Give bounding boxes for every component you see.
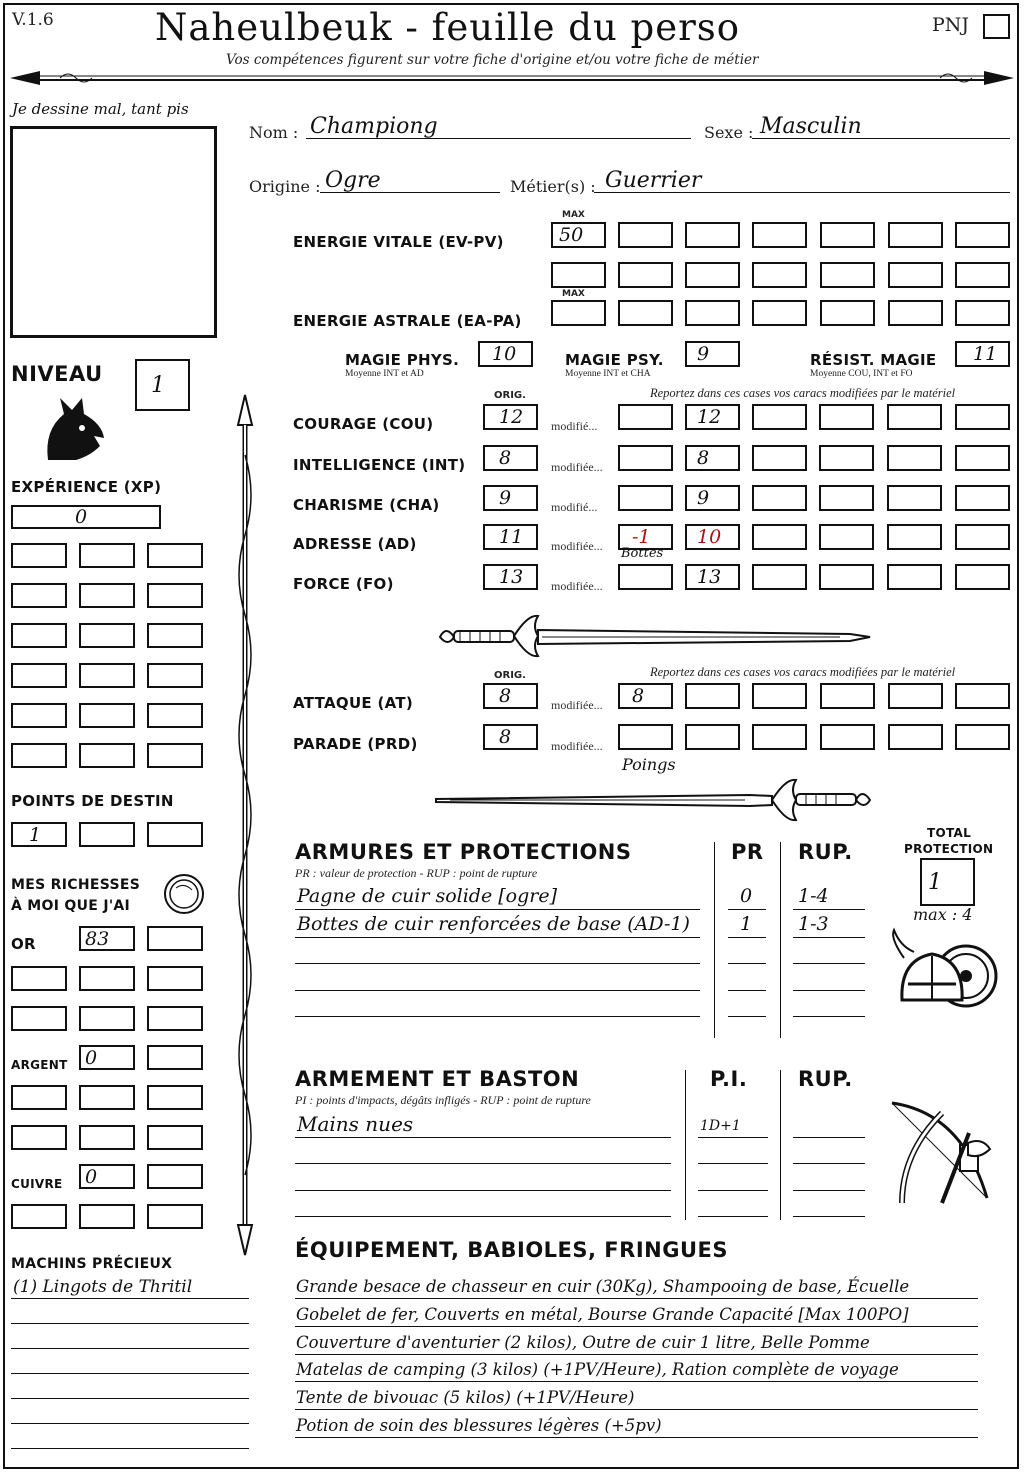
precious-line	[11, 1448, 249, 1449]
max-protection-note: max : 4	[913, 905, 973, 924]
magie-psy-note: Moyenne INT et CHA	[565, 369, 651, 379]
attribute-orig-value: 11	[499, 526, 524, 548]
modified-label: modifié...	[551, 419, 598, 433]
precious-item[interactable]: (1) Lingots de Thritil	[13, 1277, 193, 1297]
richesses-label-1: MES RICHESSES	[11, 877, 141, 893]
magie-phys-note: Moyenne INT et AD	[345, 369, 424, 379]
coin-icon	[162, 872, 206, 916]
destin-box-3[interactable]	[147, 822, 203, 847]
modified-label: modifiée...	[551, 698, 603, 712]
armor-line	[295, 1016, 700, 1017]
spear-divider-icon	[0, 0, 1024, 100]
wealth-box[interactable]	[147, 1125, 203, 1150]
magie-phys-box[interactable]: 10	[478, 341, 533, 367]
equipment-item[interactable]: Grande besace de chasseur en cuir (30Kg), Shampooing de base, Écuelle	[296, 1277, 910, 1296]
wealth-box[interactable]	[79, 1006, 135, 1031]
ev-box[interactable]	[618, 222, 673, 248]
weapon-note: Poings	[622, 755, 676, 774]
precious-line	[11, 1323, 249, 1324]
combat-current-box[interactable]	[685, 683, 740, 709]
attribute-orig-box[interactable]	[483, 485, 538, 511]
armor-line	[728, 990, 766, 991]
combat-current-box[interactable]	[888, 724, 943, 750]
niveau-label: NIVEAU	[11, 362, 103, 386]
equipment-item[interactable]: Gobelet de fer, Couverts en métal, Bourse Grande Capacité [Max 100PO]	[296, 1305, 909, 1324]
weapon-line	[295, 1216, 671, 1217]
weapons-title: ARMEMENT ET BASTON	[295, 1067, 580, 1091]
spear-icon	[225, 395, 265, 1255]
combat-current-box[interactable]	[752, 683, 807, 709]
weapons-pi-header: P.I.	[710, 1067, 748, 1091]
weapon-line	[793, 1137, 865, 1138]
equipment-line	[295, 1298, 978, 1299]
armor-rup[interactable]: 1-4	[798, 885, 829, 907]
origine-field[interactable]: Ogre	[325, 168, 381, 193]
destin-label: POINTS DE DESTIN	[11, 792, 174, 810]
helmet-shield-icon	[888, 928, 1003, 1028]
nom-label: Nom :	[249, 123, 299, 142]
precious-line	[11, 1298, 249, 1299]
attribute-current-box[interactable]	[752, 564, 807, 590]
weapon-line	[793, 1190, 865, 1191]
xp-box[interactable]	[11, 583, 67, 608]
wealth-value: 83	[85, 928, 110, 950]
attribute-modifier-box[interactable]	[618, 564, 673, 590]
attr-note: Reportez dans ces cases vos caracs modifiées par le matériel	[650, 386, 956, 400]
weapon-line	[793, 1216, 865, 1217]
xp-box[interactable]	[79, 743, 135, 768]
attribute-orig-box[interactable]	[483, 524, 538, 550]
armor-title: ARMURES ET PROTECTIONS	[295, 840, 632, 864]
xp-box[interactable]	[79, 663, 135, 688]
combat-orig-value: 8	[499, 685, 512, 707]
sexe-label: Sexe :	[704, 123, 754, 142]
armor-line	[295, 909, 700, 910]
ea-box[interactable]	[888, 300, 943, 326]
equipment-item[interactable]: Tente de bivouac (5 kilos) (+1PV/Heure)	[296, 1388, 635, 1407]
ea-box[interactable]	[618, 300, 673, 326]
ea-box[interactable]	[820, 300, 875, 326]
wealth-box[interactable]	[147, 1164, 203, 1189]
xp-box[interactable]	[79, 703, 135, 728]
xp-box[interactable]	[147, 623, 203, 648]
xp-box[interactable]	[147, 663, 203, 688]
attribute-current-value: 10	[697, 526, 722, 548]
wealth-box[interactable]	[79, 926, 135, 951]
portrait-caption: Je dessine mal, tant pis	[12, 100, 189, 118]
sword-icon	[430, 610, 880, 660]
modified-label: modifié...	[551, 500, 598, 514]
ev-max-box[interactable]: 50	[551, 222, 606, 248]
armor-line	[793, 909, 865, 910]
equipment-line	[295, 1437, 978, 1438]
magie-psy-label: MAGIE PSY.	[565, 351, 664, 369]
combat-current-box[interactable]	[820, 724, 875, 750]
attribute-orig-value: 8	[499, 447, 512, 469]
weapon-line	[295, 1163, 671, 1164]
weapon-line	[295, 1137, 671, 1138]
attribute-current-box[interactable]	[685, 445, 740, 471]
combat-label: PARADE (PRD)	[293, 735, 418, 753]
armor-line	[295, 937, 700, 938]
ev-box[interactable]	[820, 222, 875, 248]
attribute-label: INTELLIGENCE (INT)	[293, 456, 466, 474]
sword-icon	[430, 775, 880, 825]
ev-box[interactable]	[820, 262, 875, 288]
wealth-box[interactable]	[11, 1006, 67, 1031]
ev-max-label: MAX	[562, 210, 585, 220]
attribute-current-box[interactable]	[955, 564, 1010, 590]
attribute-current-box[interactable]	[955, 524, 1010, 550]
attribute-current-box[interactable]	[685, 485, 740, 511]
attribute-current-box[interactable]	[752, 524, 807, 550]
ev-box[interactable]	[752, 222, 807, 248]
ea-max-label: MAX	[562, 289, 585, 299]
combat-note: Reportez dans ces cases vos caracs modifiées par le matériel	[650, 665, 956, 679]
ev-box[interactable]	[888, 222, 943, 248]
combat-orig-box[interactable]	[483, 683, 538, 709]
attribute-current-value: 8	[697, 447, 710, 469]
wealth-box[interactable]	[147, 1085, 203, 1110]
ev-box[interactable]	[551, 262, 606, 288]
combat-orig-box[interactable]	[483, 724, 538, 750]
ev-box[interactable]	[888, 262, 943, 288]
armor-pr[interactable]: 1	[740, 913, 753, 935]
modified-label: modifiée...	[551, 539, 603, 553]
wealth-box[interactable]	[79, 1125, 135, 1150]
xp-box[interactable]	[11, 623, 67, 648]
armor-line	[793, 963, 865, 964]
resist-magie-label: RÉSIST. MAGIE	[810, 351, 937, 369]
modified-label: modifiée...	[551, 460, 603, 474]
attribute-current-box[interactable]	[887, 445, 942, 471]
equipment-title: ÉQUIPEMENT, BABIOLES, FRINGUES	[295, 1238, 728, 1262]
weapons-subtitle: PI : points d'impacts, dégâts infligés - RUP : point de rupture	[295, 1093, 591, 1107]
attribute-modifier-box[interactable]	[618, 404, 673, 430]
attribute-current-box[interactable]	[752, 485, 807, 511]
ea-box[interactable]	[955, 300, 1010, 326]
wealth-value: 0	[85, 1047, 98, 1069]
ev-box[interactable]	[685, 262, 740, 288]
wealth-box[interactable]	[11, 966, 67, 991]
combat-current-box[interactable]	[618, 724, 673, 750]
wealth-box[interactable]	[11, 1204, 67, 1229]
ev-box[interactable]	[955, 262, 1010, 288]
niveau-box[interactable]: 1	[135, 359, 190, 411]
attribute-label: COURAGE (COU)	[293, 415, 434, 433]
xp-box[interactable]	[11, 663, 67, 688]
weapons-separator	[685, 1070, 686, 1220]
sexe-field[interactable]: Masculin	[760, 114, 862, 139]
ev-box[interactable]	[618, 262, 673, 288]
equipment-item[interactable]: Potion de soin des blessures légères (+5pv)	[296, 1416, 662, 1435]
attribute-current-box[interactable]	[887, 404, 942, 430]
combat-current-value: 8	[632, 685, 645, 707]
ev-box[interactable]	[955, 222, 1010, 248]
magie-phys-label: MAGIE PHYS.	[345, 351, 460, 369]
attribute-current-box[interactable]	[685, 404, 740, 430]
wealth-box[interactable]	[79, 1204, 135, 1229]
wealth-box[interactable]	[79, 966, 135, 991]
attribute-current-value: 12	[697, 406, 722, 428]
combat-current-box[interactable]	[618, 683, 673, 709]
xp-box[interactable]	[11, 743, 67, 768]
armor-line	[728, 1016, 766, 1017]
ea-box[interactable]	[685, 300, 740, 326]
attribute-current-box[interactable]	[819, 564, 874, 590]
armor-line	[295, 963, 700, 964]
weapon-line	[295, 1190, 671, 1191]
metier-field[interactable]: Guerrier	[605, 168, 702, 193]
equipment-line	[295, 1354, 978, 1355]
xp-box[interactable]	[147, 703, 203, 728]
xp-box[interactable]	[147, 543, 203, 568]
attribute-current-box[interactable]	[819, 485, 874, 511]
attribute-current-value: 9	[697, 487, 710, 509]
attribute-label: ADRESSE (AD)	[293, 535, 417, 553]
armor-pr-header: PR	[731, 840, 764, 864]
total-protection-label-2: PROTECTION	[904, 842, 994, 856]
precieux-label: MACHINS PRÉCIEUX	[11, 1256, 173, 1272]
armor-line	[793, 1016, 865, 1017]
xp-box[interactable]	[79, 623, 135, 648]
ea-box[interactable]	[752, 300, 807, 326]
weapons-separator	[780, 1070, 781, 1220]
combat-current-box[interactable]	[685, 724, 740, 750]
modified-label: modifiée...	[551, 739, 603, 753]
armor-separator	[780, 842, 781, 1038]
combat-label: ATTAQUE (AT)	[293, 694, 414, 712]
weapon-line	[698, 1216, 768, 1217]
portrait-box[interactable]	[10, 126, 217, 338]
ea-max-box[interactable]	[551, 300, 606, 326]
combat-current-box[interactable]	[820, 683, 875, 709]
ev-box[interactable]	[752, 262, 807, 288]
xp-label: EXPÉRIENCE (XP)	[11, 478, 162, 496]
version-label: V.1.6	[12, 10, 54, 30]
wealth-box[interactable]	[147, 926, 203, 951]
weapon-line	[698, 1163, 768, 1164]
page-subtitle: Vos compétences figurent sur votre fiche d'origine et/ou votre fiche de métier	[226, 52, 759, 68]
ev-box[interactable]	[685, 222, 740, 248]
armor-rup[interactable]: 1-3	[798, 913, 829, 935]
armor-name[interactable]: Pagne de cuir solide [ogre]	[297, 885, 558, 907]
wealth-box[interactable]	[79, 1085, 135, 1110]
attribute-orig-value: 13	[499, 566, 524, 588]
xp-box[interactable]	[11, 703, 67, 728]
attribute-modifier-box[interactable]	[618, 485, 673, 511]
weapons-rup-header: RUP.	[798, 1067, 853, 1091]
attribute-orig-box[interactable]	[483, 564, 538, 590]
wealth-box[interactable]	[79, 1164, 135, 1189]
precious-line	[11, 1398, 249, 1399]
armor-line	[793, 937, 865, 938]
combat-orig-value: 8	[499, 726, 512, 748]
precious-line	[11, 1373, 249, 1374]
weapon-line	[698, 1137, 768, 1138]
armor-pr[interactable]: 0	[740, 885, 753, 907]
attribute-modifier-note: Bottes	[621, 546, 664, 561]
destin-box-2[interactable]	[79, 822, 135, 847]
attribute-current-box[interactable]	[819, 404, 874, 430]
precious-line	[11, 1423, 249, 1424]
attribute-modifier-box[interactable]	[618, 445, 673, 471]
armor-line	[793, 990, 865, 991]
xp-box[interactable]: 0	[11, 505, 161, 529]
richesses-label-2: À MOI QUE J'AI	[11, 898, 131, 914]
xp-box[interactable]	[79, 543, 135, 568]
armor-name[interactable]: Bottes de cuir renforcées de base (AD-1)	[297, 913, 690, 935]
attribute-orig-box[interactable]	[483, 404, 538, 430]
ea-label: ENERGIE ASTRALE (EA-PA)	[293, 312, 522, 330]
weapon-line	[793, 1163, 865, 1164]
attribute-current-box[interactable]	[685, 564, 740, 590]
attribute-label: CHARISME (CHA)	[293, 496, 440, 514]
equipment-line	[295, 1326, 978, 1327]
nom-field[interactable]: Championg	[310, 114, 438, 139]
resist-magie-note: Moyenne COU, INT et FO	[810, 369, 913, 379]
equipment-item[interactable]: Matelas de camping (3 kilos) (+1PV/Heure), Ration complète de voyage	[296, 1360, 899, 1379]
precious-line	[11, 1348, 249, 1349]
attribute-current-box[interactable]	[819, 524, 874, 550]
combat-current-box[interactable]	[752, 724, 807, 750]
wealth-box[interactable]	[11, 1125, 67, 1150]
xp-box[interactable]	[11, 543, 67, 568]
combat-current-box[interactable]	[888, 683, 943, 709]
attribute-current-box[interactable]	[887, 524, 942, 550]
attr-orig-label: ORIG.	[494, 390, 526, 401]
wealth-box[interactable]	[147, 1204, 203, 1229]
attribute-orig-value: 12	[499, 406, 524, 428]
attribute-current-box[interactable]	[819, 445, 874, 471]
combat-current-box[interactable]	[955, 683, 1010, 709]
attribute-current-box[interactable]	[887, 485, 942, 511]
armor-line	[728, 937, 766, 938]
cuivre-label: CUIVRE	[11, 1177, 63, 1191]
weapon-line	[698, 1190, 768, 1191]
attribute-current-box[interactable]	[955, 404, 1010, 430]
total-protection-box[interactable]: 1	[920, 858, 975, 906]
wealth-box[interactable]	[147, 1006, 203, 1031]
attribute-current-box[interactable]	[752, 445, 807, 471]
armor-line	[728, 963, 766, 964]
wealth-box[interactable]	[147, 1045, 203, 1070]
attribute-modifier-value: -1	[632, 526, 651, 548]
dragon-icon	[38, 390, 108, 465]
weapon-name[interactable]: Mains nues	[297, 1112, 414, 1136]
origine-label: Origine :	[249, 177, 321, 196]
equipment-line	[295, 1409, 978, 1410]
armor-line	[295, 990, 700, 991]
wealth-box[interactable]	[11, 1085, 67, 1110]
weapon-pi[interactable]: 1D+1	[700, 1118, 741, 1134]
total-protection-label-1: TOTAL	[927, 826, 972, 840]
attribute-current-box[interactable]	[955, 445, 1010, 471]
or-label: OR	[11, 935, 36, 953]
combat-current-box[interactable]	[955, 724, 1010, 750]
weapons-icon	[882, 1093, 1007, 1218]
xp-box[interactable]	[147, 583, 203, 608]
wealth-box[interactable]	[79, 1045, 135, 1070]
attribute-current-box[interactable]	[955, 485, 1010, 511]
attribute-orig-box[interactable]	[483, 445, 538, 471]
combat-orig-label: ORIG.	[494, 670, 526, 681]
pnj-label: PNJ	[932, 14, 970, 36]
attribute-current-box[interactable]	[752, 404, 807, 430]
armor-rup-header: RUP.	[798, 840, 853, 864]
attribute-current-box[interactable]	[685, 524, 740, 550]
armor-subtitle: PR : valeur de protection - RUP : point de rupture	[295, 866, 538, 880]
resist-magie-box[interactable]: 11	[955, 341, 1010, 367]
attribute-label: FORCE (FO)	[293, 575, 394, 593]
wealth-box[interactable]	[147, 966, 203, 991]
armor-line	[728, 909, 766, 910]
modified-label: modifiée...	[551, 579, 603, 593]
wealth-value: 0	[85, 1166, 98, 1188]
argent-label: ARGENT	[11, 1058, 68, 1072]
equipment-line	[295, 1381, 978, 1382]
magie-psy-box[interactable]: 9	[685, 341, 740, 367]
page-title: Naheulbeuk - feuille du perso	[155, 6, 741, 49]
metier-label: Métier(s) :	[510, 177, 596, 196]
xp-box[interactable]	[147, 743, 203, 768]
equipment-item[interactable]: Couverture d'aventurier (2 kilos), Outre de cuir 1 litre, Belle Pomme	[296, 1333, 870, 1352]
armor-separator	[714, 842, 715, 1038]
attribute-current-value: 13	[697, 566, 722, 588]
xp-box[interactable]	[79, 583, 135, 608]
ev-label: ENERGIE VITALE (EV-PV)	[293, 233, 504, 251]
destin-box[interactable]: 1	[11, 822, 67, 847]
attribute-orig-value: 9	[499, 487, 512, 509]
attribute-current-box[interactable]	[887, 564, 942, 590]
